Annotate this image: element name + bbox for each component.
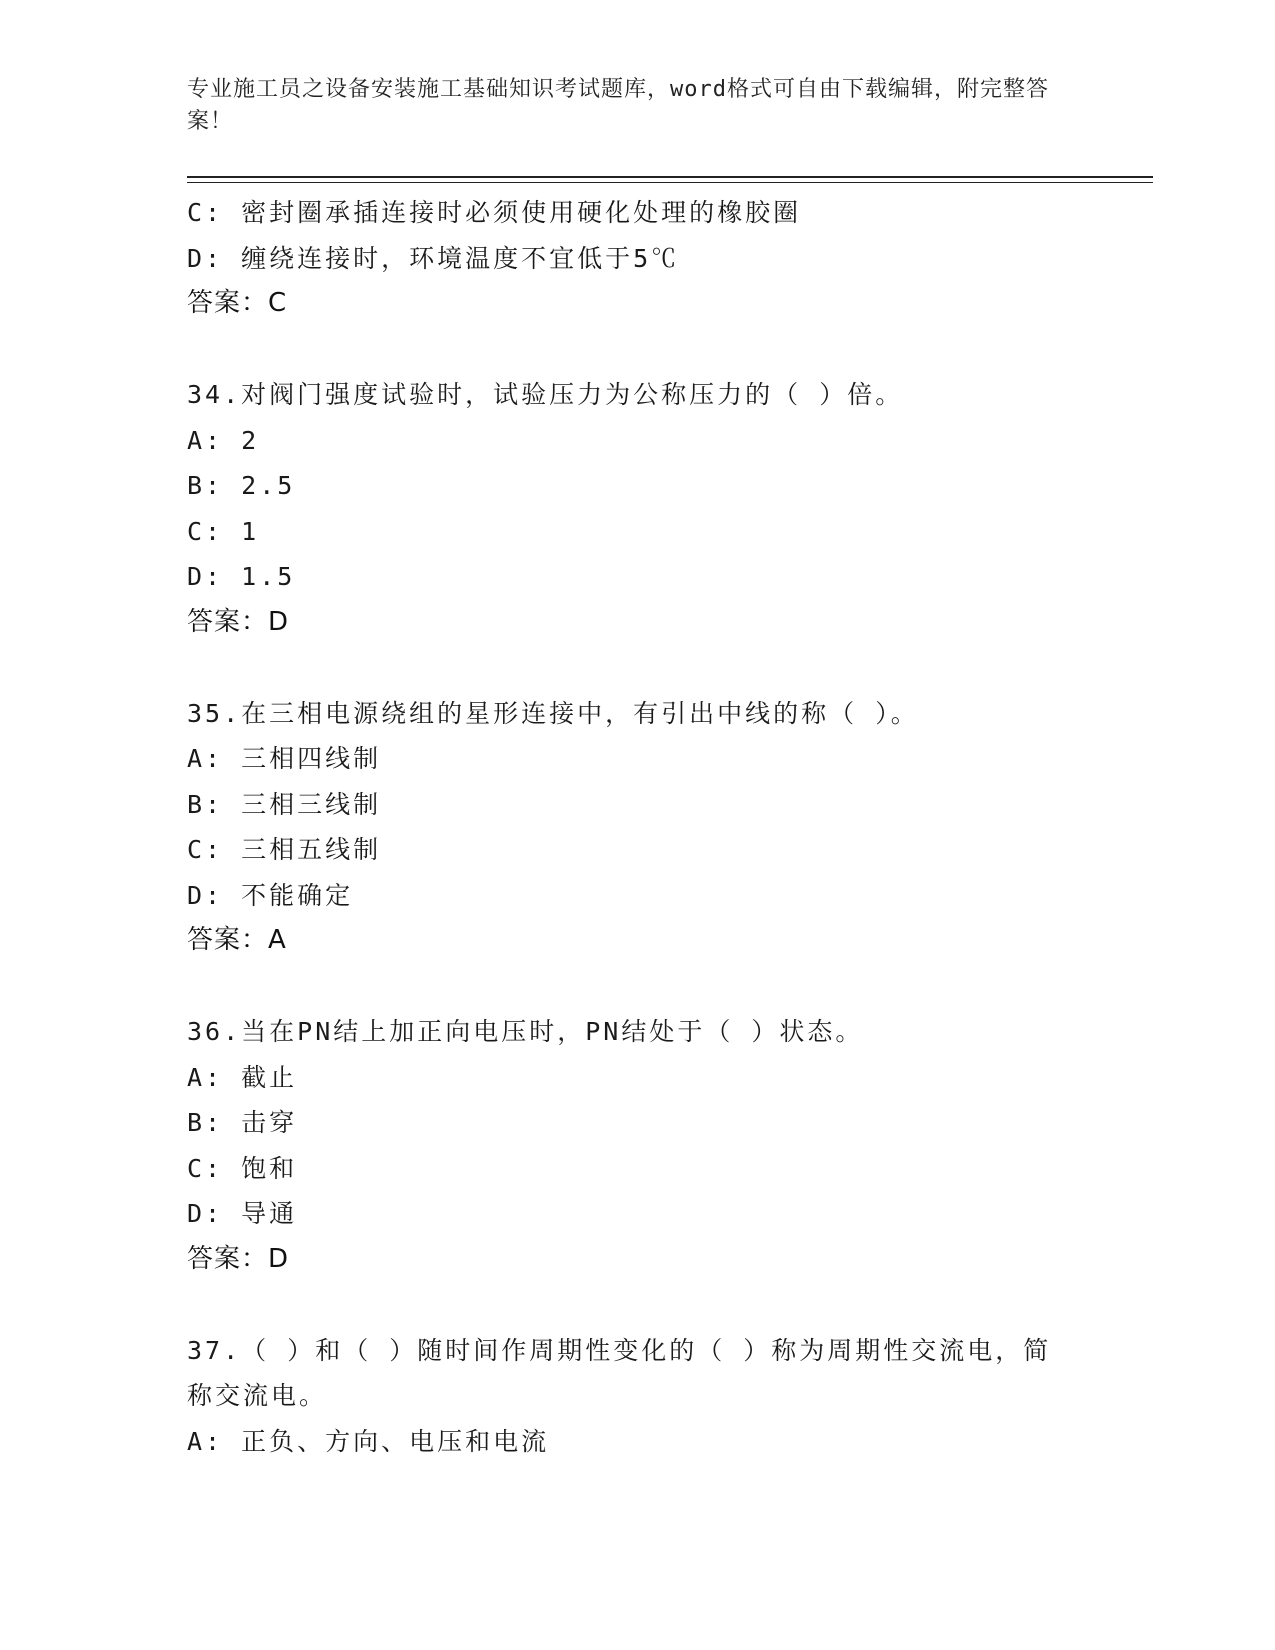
question-37 <box>187 1328 1087 1465</box>
question-stem: 34.对阀门强度试验时，试验压力为公称压力的（ ）倍。 <box>187 380 904 409</box>
spacer <box>187 964 1087 1010</box>
answer: 答案：A <box>187 925 287 955</box>
question-list <box>187 190 1087 1464</box>
option-d: D: 不能确定 <box>187 880 354 910</box>
option-d: D: 导通 <box>187 1199 298 1228</box>
option-c: C: 1 <box>187 516 260 546</box>
option-a: A: 2 <box>187 425 260 455</box>
option-a: A: 三相四线制 <box>187 744 382 773</box>
spacer <box>187 1282 1087 1328</box>
question-stem: 36.当在PN结上加正向电压时，PN结处于（ ）状态。 <box>187 1017 864 1046</box>
question-34 <box>187 372 1087 645</box>
question-36 <box>187 1009 1087 1282</box>
option-c: C: 饱和 <box>187 1153 298 1183</box>
answer: 答案：D <box>187 606 290 637</box>
option-d: D: 缠绕连接时，环境温度不宜低于5℃ <box>187 243 680 273</box>
answer: 答案：C <box>187 288 288 318</box>
option-b: B: 三相三线制 <box>187 789 382 819</box>
question-35 <box>187 691 1087 964</box>
spacer <box>187 645 1087 691</box>
document-header: 专业施工员之设备安装施工基础知识考试题库，word格式可自由下载编辑，附完整答案！ <box>187 77 1049 134</box>
option-a: A: 正负、方向、电压和电流 <box>187 1426 550 1456</box>
answer: 答案：D <box>187 1243 290 1274</box>
question-33-tail <box>187 190 1087 327</box>
option-a: A: 截止 <box>187 1062 298 1092</box>
option-b: B: 击穿 <box>187 1108 298 1137</box>
header-divider-thin <box>187 182 1153 183</box>
option-c: C: 三相五线制 <box>187 835 382 864</box>
spacer <box>187 327 1087 373</box>
option-b: B: 2.5 <box>187 471 296 500</box>
question-stem: 35.在三相电源绕组的星形连接中，有引出中线的称（ ）。 <box>187 698 919 728</box>
header-divider-thick <box>187 176 1153 178</box>
question-stem: 37.（ ）和（ ）随时间作周期性变化的（ ）称为周期性交流电，简称交流电。 <box>187 1335 1052 1410</box>
option-d: D: 1.5 <box>187 562 296 591</box>
option-c: C: 密封圈承插连接时必须使用硬化处理的橡胶圈 <box>187 198 802 227</box>
